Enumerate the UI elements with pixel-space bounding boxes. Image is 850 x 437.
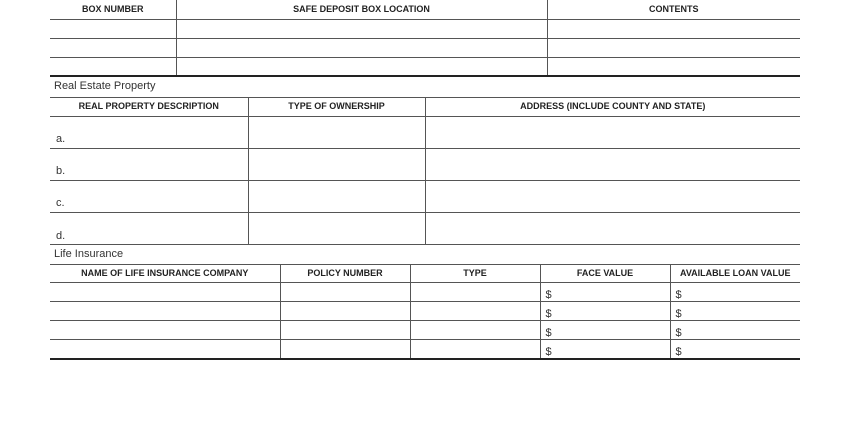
row-label: c. xyxy=(56,197,65,209)
box-location-cell[interactable] xyxy=(176,19,547,38)
policy-number-cell[interactable] xyxy=(280,283,410,302)
contents-cell[interactable] xyxy=(547,38,800,57)
insurance-company-cell[interactable] xyxy=(50,283,280,302)
life-insurance-company-header: NAME OF LIFE INSURANCE COMPANY xyxy=(50,265,280,283)
dollar-sign: $ xyxy=(545,345,552,358)
face-value-cell[interactable] xyxy=(540,283,670,302)
row-label: a. xyxy=(56,133,66,145)
property-description-cell[interactable] xyxy=(50,213,248,245)
insurance-company-cell[interactable] xyxy=(50,321,280,340)
property-description-cell[interactable] xyxy=(50,181,248,213)
row-label: b. xyxy=(56,165,66,177)
box-number-cell[interactable] xyxy=(50,19,176,38)
contents-cell[interactable] xyxy=(547,57,800,76)
policy-number-cell[interactable] xyxy=(280,321,410,340)
loan-value-cell[interactable] xyxy=(670,283,800,302)
table-row xyxy=(50,283,800,302)
contents-header: CONTENTS xyxy=(649,4,699,14)
ownership-cell[interactable] xyxy=(248,181,425,213)
insurance-company-cell[interactable] xyxy=(50,340,280,359)
dollar-sign: $ xyxy=(675,327,682,339)
policy-number-cell[interactable] xyxy=(280,340,410,359)
type-header: TYPE xyxy=(410,265,540,283)
policy-type-cell[interactable] xyxy=(410,321,540,340)
address-cell[interactable] xyxy=(425,117,800,149)
policy-type-cell[interactable] xyxy=(410,283,540,302)
safe-deposit-box-location-header: SAFE DEPOSIT BOX LOCATION xyxy=(176,0,547,19)
contents-cell[interactable] xyxy=(547,19,800,38)
loan-value-cell[interactable] xyxy=(670,321,800,340)
loan-value-cell[interactable] xyxy=(670,302,800,321)
table-row xyxy=(50,57,800,76)
property-description-cell[interactable] xyxy=(50,117,248,149)
address-cell[interactable] xyxy=(425,181,800,213)
real-property-description-header: REAL PROPERTY DESCRIPTION xyxy=(50,98,248,117)
table-row xyxy=(50,213,800,245)
table-row xyxy=(50,181,800,213)
table-row xyxy=(50,149,800,181)
ownership-cell[interactable] xyxy=(248,149,425,181)
table-row xyxy=(50,302,800,321)
safe-deposit-table xyxy=(50,0,800,77)
box-number-cell[interactable] xyxy=(50,38,176,57)
box-location-cell[interactable] xyxy=(176,38,547,57)
address-cell[interactable] xyxy=(425,213,800,245)
dollar-sign: $ xyxy=(545,289,552,301)
life-insurance-title: Life Insurance xyxy=(54,248,124,260)
dollar-sign: $ xyxy=(545,308,552,320)
policy-number-cell[interactable] xyxy=(280,302,410,321)
ownership-cell[interactable] xyxy=(248,213,425,245)
policy-type-cell[interactable] xyxy=(410,302,540,321)
type-of-ownership-header: TYPE OF OWNERSHIP xyxy=(248,98,425,117)
table-row xyxy=(50,340,800,359)
box-number-header: BOX NUMBER xyxy=(50,0,176,19)
table-row xyxy=(50,321,800,340)
real-estate-title: Real Estate Property xyxy=(54,80,156,92)
property-description-cell[interactable] xyxy=(50,149,248,181)
available-loan-value-header: AVAILABLE LOAN VALUE xyxy=(680,268,791,278)
address-header: ADDRESS (INCLUDE COUNTY AND STATE) xyxy=(520,101,706,111)
face-value-header: FACE VALUE xyxy=(540,265,670,283)
address-cell[interactable] xyxy=(425,149,800,181)
face-value-cell[interactable] xyxy=(540,340,670,359)
dollar-sign: $ xyxy=(675,308,682,320)
dollar-sign: $ xyxy=(675,345,682,358)
policy-number-header: POLICY NUMBER xyxy=(280,265,410,283)
table-row xyxy=(50,38,800,57)
face-value-cell[interactable] xyxy=(540,321,670,340)
real-estate-table xyxy=(50,97,800,245)
dollar-sign: $ xyxy=(675,289,682,301)
box-number-cell[interactable] xyxy=(50,57,176,76)
dollar-sign: $ xyxy=(545,327,552,339)
policy-type-cell[interactable] xyxy=(410,340,540,359)
row-label: d. xyxy=(56,230,66,242)
box-location-cell[interactable] xyxy=(176,57,547,76)
table-row xyxy=(50,19,800,38)
ownership-cell[interactable] xyxy=(248,117,425,149)
life-insurance-table xyxy=(50,264,800,360)
face-value-cell[interactable] xyxy=(540,302,670,321)
loan-value-cell[interactable] xyxy=(670,340,800,359)
table-row xyxy=(50,117,800,149)
insurance-company-cell[interactable] xyxy=(50,302,280,321)
